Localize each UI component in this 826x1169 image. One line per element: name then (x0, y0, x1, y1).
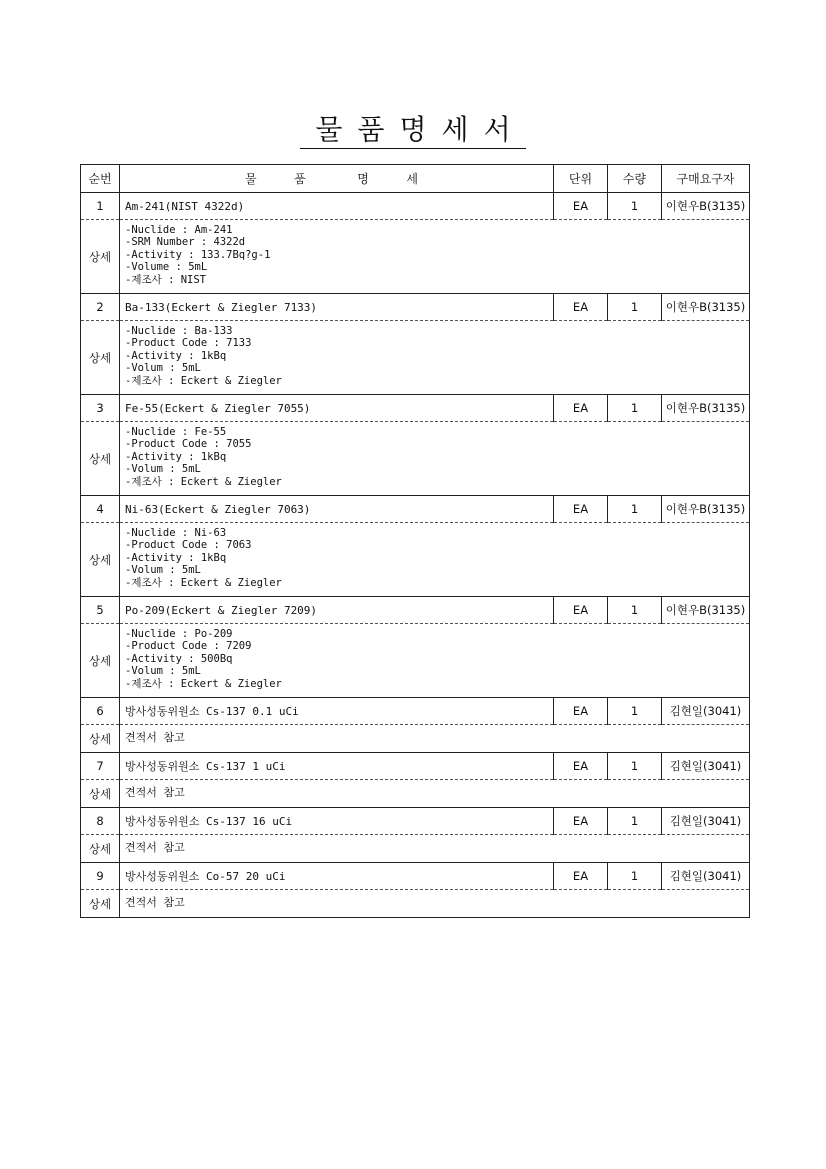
item-unit: EA (554, 193, 608, 220)
item-requester: 이현우B(3135) (662, 294, 750, 321)
header-requester: 구매요구자 (662, 165, 750, 193)
item-qty: 1 (608, 753, 662, 780)
item-no: 9 (81, 863, 120, 890)
item-unit: EA (554, 496, 608, 523)
item-row (81, 863, 750, 890)
detail-label: 상세 (81, 890, 120, 918)
item-row (81, 753, 750, 780)
item-row (81, 395, 750, 422)
detail-label: 상세 (81, 835, 120, 863)
item-row (81, 808, 750, 835)
item-unit: EA (554, 597, 608, 624)
item-name: 방사성동위원소 Cs-137 16 uCi (120, 808, 554, 835)
item-row (81, 597, 750, 624)
document-title: 물품명세서 (300, 114, 525, 149)
item-qty: 1 (608, 496, 662, 523)
item-unit: EA (554, 808, 608, 835)
item-qty: 1 (608, 808, 662, 835)
item-qty: 1 (608, 698, 662, 725)
detail-row (81, 890, 750, 918)
item-row (81, 496, 750, 523)
detail-text: 견적서 참고 (120, 725, 750, 753)
item-name: Ba-133(Eckert & Ziegler 7133) (120, 294, 554, 321)
detail-row (81, 321, 750, 395)
detail-text: -Nuclide : Ni-63 -Product Code : 7063 -Activity : 1kBq -Volum : 5mL -제조사 : Eckert & Ziegler (120, 523, 750, 597)
item-row (81, 294, 750, 321)
detail-row (81, 422, 750, 496)
item-unit: EA (554, 698, 608, 725)
item-row (81, 698, 750, 725)
detail-label: 상세 (81, 725, 120, 753)
item-qty: 1 (608, 395, 662, 422)
item-requester: 이현우B(3135) (662, 395, 750, 422)
item-unit: EA (554, 395, 608, 422)
item-spec-table (80, 164, 750, 918)
item-name: 방사성동위원소 Cs-137 0.1 uCi (120, 698, 554, 725)
detail-row (81, 220, 750, 294)
item-requester: 김현일(3041) (662, 698, 750, 725)
item-no: 4 (81, 496, 120, 523)
detail-text: -Nuclide : Fe-55 -Product Code : 7055 -Activity : 1kBq -Volum : 5mL -제조사 : Eckert & Ziegler (120, 422, 750, 496)
detail-label: 상세 (81, 321, 120, 395)
detail-label: 상세 (81, 422, 120, 496)
item-qty: 1 (608, 597, 662, 624)
header-spec: 물 품 명 세 (120, 165, 554, 193)
item-qty: 1 (608, 193, 662, 220)
item-unit: EA (554, 294, 608, 321)
item-unit: EA (554, 863, 608, 890)
detail-text: 견적서 참고 (120, 780, 750, 808)
item-name: Po-209(Eckert & Ziegler 7209) (120, 597, 554, 624)
item-no: 6 (81, 698, 120, 725)
item-requester: 김현일(3041) (662, 808, 750, 835)
item-name: Ni-63(Eckert & Ziegler 7063) (120, 496, 554, 523)
detail-row (81, 523, 750, 597)
detail-text: -Nuclide : Po-209 -Product Code : 7209 -Activity : 500Bq -Volum : 5mL -제조사 : Eckert & Ziegler (120, 624, 750, 698)
header-unit: 단위 (554, 165, 608, 193)
detail-text: -Nuclide : Ba-133 -Product Code : 7133 -Activity : 1kBq -Volum : 5mL -제조사 : Eckert & Ziegler (120, 321, 750, 395)
detail-row (81, 725, 750, 753)
item-no: 5 (81, 597, 120, 624)
detail-label: 상세 (81, 220, 120, 294)
item-name: 방사성동위원소 Co-57 20 uCi (120, 863, 554, 890)
item-unit: EA (554, 753, 608, 780)
item-requester: 김현일(3041) (662, 753, 750, 780)
item-no: 3 (81, 395, 120, 422)
detail-text: 견적서 참고 (120, 890, 750, 918)
item-row (81, 193, 750, 220)
header-qty: 수량 (608, 165, 662, 193)
item-requester: 김현일(3041) (662, 863, 750, 890)
item-requester: 이현우B(3135) (662, 496, 750, 523)
item-name: 방사성동위원소 Cs-137 1 uCi (120, 753, 554, 780)
item-no: 8 (81, 808, 120, 835)
table-header-row (81, 165, 750, 193)
detail-label: 상세 (81, 523, 120, 597)
detail-row (81, 780, 750, 808)
detail-row (81, 835, 750, 863)
header-no: 순번 (81, 165, 120, 193)
item-no: 1 (81, 193, 120, 220)
item-requester: 이현우B(3135) (662, 193, 750, 220)
item-no: 7 (81, 753, 120, 780)
item-name: Am-241(NIST 4322d) (120, 193, 554, 220)
item-requester: 이현우B(3135) (662, 597, 750, 624)
item-qty: 1 (608, 863, 662, 890)
item-no: 2 (81, 294, 120, 321)
detail-row (81, 624, 750, 698)
item-qty: 1 (608, 294, 662, 321)
detail-label: 상세 (81, 624, 120, 698)
detail-label: 상세 (81, 780, 120, 808)
detail-text: -Nuclide : Am-241 -SRM Number : 4322d -Activity : 133.7Bq?g-1 -Volume : 5mL -제조사 : NIST (120, 220, 750, 294)
document-title-wrap (0, 114, 826, 149)
detail-text: 견적서 참고 (120, 835, 750, 863)
item-name: Fe-55(Eckert & Ziegler 7055) (120, 395, 554, 422)
